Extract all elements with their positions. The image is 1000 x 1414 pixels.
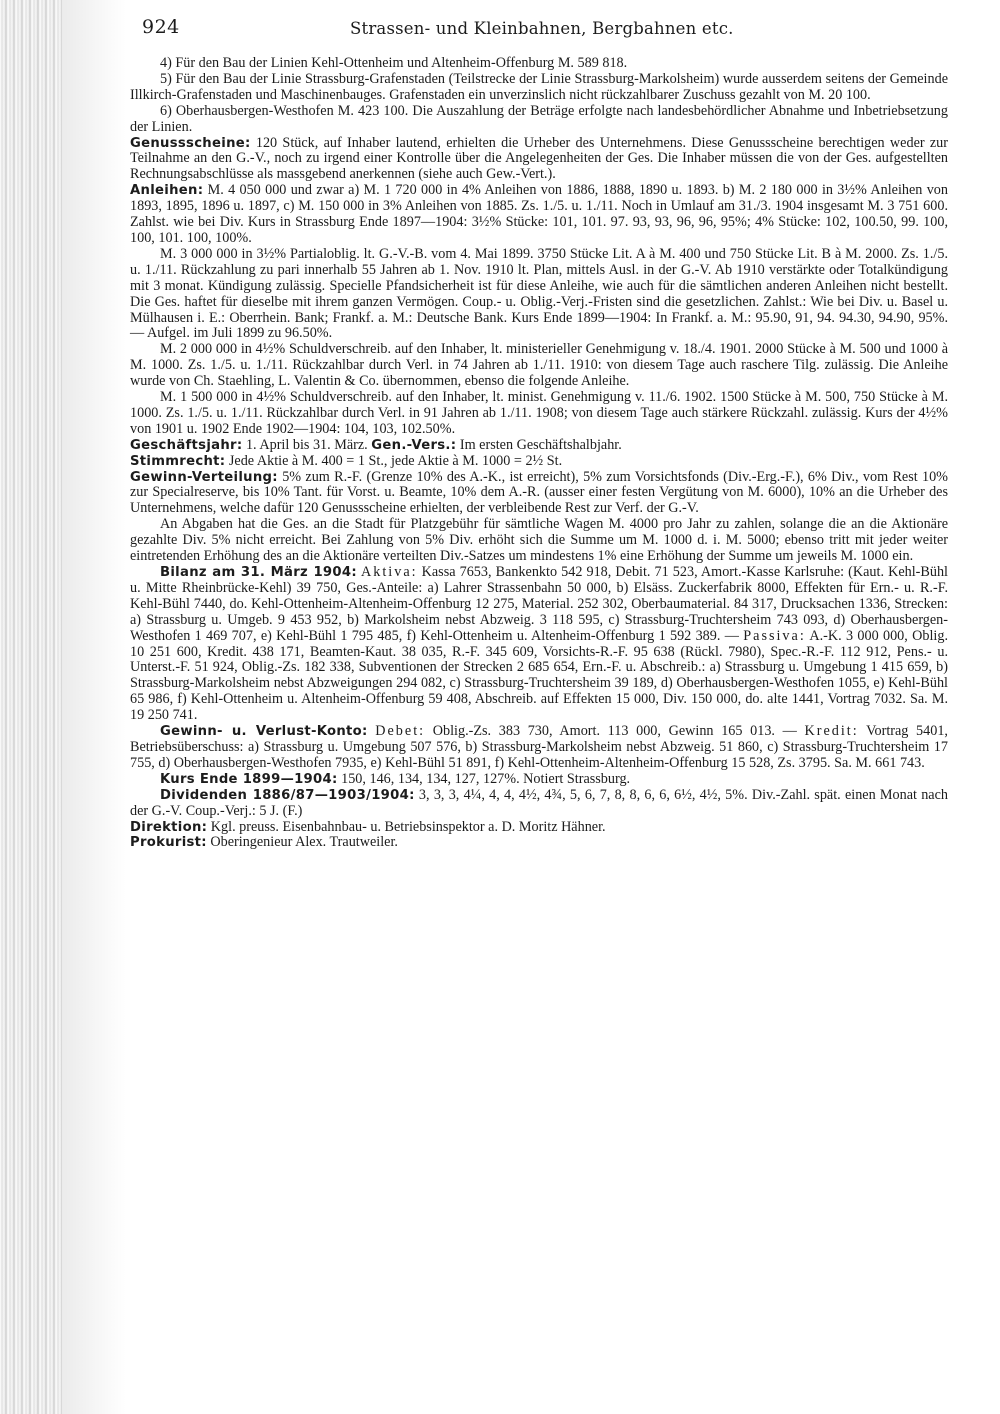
paragraph-text: M. 4 050 000 und zwar a) M. 1 720 000 in 4% Anleihen von 1886, 1888, 1890 u. 1893. b) M. 2 180 000 in 3½% Anleihen von 1893, 1895, 1896 u. 1897, c) M. 150 000 in 3% Anleihen von 1885. Zs. 1./5. u. 1./11. Noch in Umlauf am 31./3. 1904 insgesamt M. 3 751 600. Zahlst. wie bei Div. Kurs in Strassburg Ende 1897—1904: 3½% Stücke: 101, 101. 97. 93, 93, 96, 96, 95%; 4% Stücke: 102, 100.50, 99. 100, 100, 101. 100, 100%. — [130, 182, 948, 246]
paragraph-text: 3, 3, 3, 4¼, 4, 4, 4½, 4¾, 5, 6, 7, 8, 8, 6, 6, 6½, 4½, 5%. Div.-Zahl. spät. einen Monat nach der G.-V. Coup.-Verj.: 5 J. (F.) — [130, 786, 948, 819]
spaced-label: Debet: — [375, 723, 426, 740]
paragraph-text: 6) Oberhausbergen-Westhofen M. 423 100. Die Auszahlung der Beträge erfolgte nach landesbehördlicher Abnahme und Inbetriebsetzung der Linien. — [130, 102, 948, 135]
spaced-label: Kredit: — [804, 723, 859, 740]
paragraph-text: Jede Aktie à M. 400 = 1 St., jede Aktie à M. 1000 = 2½ St. — [225, 452, 563, 469]
paragraph-anleihen — [130, 183, 948, 247]
paragraph-geschaeft — [130, 438, 948, 454]
section-heading: Anleihen: — [130, 183, 204, 199]
spaced-label: Passiva: — [743, 627, 806, 644]
paragraph-text: Oblig.-Zs. 383 730, Amort. 113 000, Gewinn 165 013. — — [425, 723, 805, 740]
paragraph-schuld2 — [130, 390, 948, 438]
section-heading: Direktion: — [130, 819, 208, 835]
paragraph-abgaben — [130, 517, 948, 565]
paragraph-text: 120 Stück, auf Inhaber lautend, erhielten die Urheber des Unternehmens. Diese Genussscheine berechtigen weder zur Teilnahme an den G.-V., noch zu irgend einer Kontrolle über die Angelegenheiten der Ges. Die Inhaber müssen die von der Ges. aufgestellten Rechnungsabschlüsse als massgebend anerkennen (siehe auch Gew.-Vert.). — [130, 134, 948, 183]
section-heading: Kurs Ende 1899—1904: — [160, 771, 338, 787]
paragraph-gewinnvert — [130, 470, 948, 518]
book-binding-edge — [0, 0, 62, 1414]
page-header — [130, 16, 948, 56]
spaced-label: Aktiva: — [361, 564, 418, 580]
running-title: Strassen- und Kleinbahnen, Bergbahnen etc. — [350, 19, 734, 38]
paragraph-text: 4) Für den Bau der Linien Kehl-Ottenheim und Altenheim-Offenburg M. 589 818. — [160, 55, 628, 71]
paragraph-p6 — [130, 104, 948, 136]
paragraph-schuld1 — [130, 342, 948, 390]
document-body — [130, 56, 948, 851]
paragraph-text: Im ersten Geschäftshalbjahr. — [456, 436, 622, 453]
paragraph-genuss — [130, 136, 948, 184]
paragraph-stimm — [130, 454, 948, 470]
paragraph-bilanz — [130, 565, 948, 724]
paragraph-text: Oberingenieur Alex. Trautweiler. — [206, 834, 398, 851]
paragraph-text: Kgl. preuss. Eisenbahnbau- u. Betriebsinspektor a. D. Moritz Hähner. — [207, 818, 606, 835]
paragraph-text: M. 3 000 000 in 3½% Partialoblig. lt. G.-V.-B. vom 4. Mai 1899. 3750 Stücke Lit. A à M. 400 und 750 Stücke Lit. B à M. 2000. Zs. 1./5. u. 1./11. Rückzahlung zu pari innerhalb 55 Jahren ab 1. Nov. 1910 lt. Plan, mittels Ausl. in der G.-V. Ab 1910 verstärkte oder Totalkündigung mit 3 monat. Kündigung zulässig. Specielle Pfandsicherheit ist für diese Anleihe, wie auch für die sämtlichen anderen Anleihen nicht bestellt. Die Ges. haftet für dieselbe mit ihrem ganzen Vermögen. Coup.- u. Oblig.-Verj.-Fristen sind die gesetzlichen. Zahlst.: Wie bei Div. u. Basel u. Mülhausen i. E.: Oberrhein. Bank; Frankf. a. M.: Deutsche Bank. Kurs Ende 1899—1904: In Frankf. a. M.: 95.90, 91, 94. 94.30, 94.90, 95%. — Aufgel. im Juli 1899 zu 96.50%. — [130, 245, 948, 342]
section-heading: Geschäftsjahr: — [130, 437, 243, 453]
paragraph-p5 — [130, 72, 948, 104]
section-heading: Dividenden 1886/87—1903/1904: — [160, 787, 415, 803]
document-page — [130, 16, 948, 1396]
paragraph-text: 150, 146, 134, 134, 127, 127%. Notiert Strassburg. — [337, 770, 631, 787]
paragraph-guv — [130, 724, 948, 772]
page-number: 924 — [142, 16, 180, 38]
section-heading: Genussscheine: — [130, 135, 251, 151]
paragraph-text: Vortrag 5401, Betriebsüberschuss: a) Strassburg u. Umgebung 507 576, b) Strassburg-Markolsheim nebst Abzweig. 51 860, c) Strassburg-Truchtersheim 17 755, d) Oberhausbergen-Westhofen 7935, e) Kehl-Bühl 51 891, f) Kehl-Ottenheim-Altenheim-Offenburg 15 528, Zs. 3795. Sa. M. 661 743. — [130, 723, 948, 771]
paragraph-text: A.-K. 3 000 000, Oblig. 10 251 600, Kredit. 438 171, Beamten-Kaut. 38 035, R.-F. 345 609, Vorsichts-R.-F. 95 638 (Rückl. 7980), Spec.-R.-F. 112 912, Pens.- u. Unterst.-F. 51 924, Oblig.-Zs. 182 338, Subventionen der Strecken 2 685 654, Ern.-F. u. Abschreib.: a) Strassburg u. Umgebung 1 415 659, b) Strassburg-Markolsheim nebst Abzweigungen 294 082, c) Strassburg-Truchtersheim 39 189, d) Oberhausbergen-Westhofen 1055, e) Kehl-Bühl 65 986, f) Kehl-Ottenheim u. Altenheim-Offenburg 59 408, Abschreib. auf Effekten 15 000, Div. 150 000, do. alte 1441, Vortrag 7032. Sa. M. 19 250 741. — [130, 627, 949, 724]
paragraph-kurs — [130, 772, 948, 788]
paragraph-text: 5) Für den Bau der Linie Strassburg-Grafenstaden (Teilstrecke der Linie Strassburg-Markolsheim) wurde ausserdem seitens der Gemeinde Illkirch-Grafenstaden und Maschinenbauges. Grafenstaden ein unverzinslich nicht rückzahlbarer Zuschuss gezahlt von M. 20 100. — [130, 70, 948, 103]
paragraph-text: M. 2 000 000 in 4½% Schuldverschreib. auf den Inhaber, lt. ministerieller Genehmigung v. 18./4. 1901. 2000 Stücke à M. 500 und 1000 à M. 1000. Zs. 1./5. u. 1./11. Rückzahlbar durch Verl. in 74 Jahren ab 1./11. 1910: von diesem Tage auch raschere Tilg. zulässig. Die Anleihe wurde von Ch. Staehling, L. Valentin & Co. übernommen, ebenso die folgende Anleihe. — [130, 341, 948, 390]
paragraph-text: 5% zum R.-F. (Grenze 10% des A.-K., ist erreicht), 5% zum Vorsichtsfonds (Div.-Erg.-F.), 6% Div., vom Rest 10% zur Specialreserve, bis 10% Tant. für Vorst. u. Beamte, 10% dem A.-R. (ausser einer festen Vergütung von M. 6000), 10% an die Urheber des Unternehmens, welche dafür 120 Genussscheine erhielten, der verbleibende Rest zur Verf. der G.-V. — [130, 468, 948, 517]
paragraph-text: An Abgaben hat die Ges. an die Stadt für Platzgebühr für sämtliche Wagen M. 4000 pro Jahr zu zahlen, solange die an die Aktionäre gezahlte Div. 5% nicht erreicht. Bei Zahlung von 5% Div. erhöht sich die Summe um M. 1000 d. i. M. 5000; ebenso tritt mit jeder weiter eintretenden Erhöhung des an die Aktionäre verteilten Div.-Satzes um mindestens 1% eine Erhöhung der Summe um jeweils M. 1000 ein. — [130, 516, 948, 565]
paragraph-partial — [130, 247, 948, 342]
paragraph-p4 — [130, 56, 948, 72]
gutter-shadow — [62, 0, 126, 1414]
paragraph-prokurist — [130, 835, 948, 851]
paragraph-direktion — [130, 820, 948, 836]
section-heading: Gewinn- u. Verlust-Konto: — [160, 724, 368, 740]
section-heading: Stimmrecht: — [130, 453, 226, 469]
section-heading: Gen.-Vers.: — [371, 437, 457, 453]
section-heading: Gewinn-Verteilung: — [130, 469, 278, 485]
paragraph-text: M. 1 500 000 in 4½% Schuldverschreib. auf den Inhaber, lt. minist. Genehmigung v. 11./6. 1902. 1500 Stücke à M. 500, 750 Stücke à M. 1000. Zs. 1./5. u. 1./11. Rückzahlbar durch Verl. in 91 Jahren ab 1./11. 1908; von diesem Tage auch stärkere Rückzahl. zulässig. Kurs der 4½% von 1901 u. 1902 Ende 1902—1904: 104, 103, 102.50%. — [130, 389, 948, 437]
section-heading: Prokurist: — [130, 835, 207, 851]
paragraph-text: Kassa 7653, Bankenkto 542 918, Debit. 71 523, Amort.-Kasse Karlsruhe: (Kaut. Kehl-Bühl u. Mitte Rheinbrücke-Kehl) 39 750, Ges.-Anteile: a) Lahrer Strassenbahn 50 000, b) Elsäss. Zuckerfabrik 8000, Effekten für Ern.- u. R.-F. Kehl-Bühl 7440, do. Kehl-Ottenheim-Altenheim-Offenburg 12 275, Material. 252 302, Oberbaumaterial. 84 317, Drucksachen 1336, Strecken: a) Strassburg u. Umgeb. 9 453 952, b) Markolsheim nebst Abzweig. 3 118 595, c) Strassburg-Truchtersheim 743 093, d) Oberhausbergen-Westhofen 1 469 707, e) Kehl-Bühl 1 795 485, f) Kehl-Ottenheim u. Altenheim-Offenburg 1 592 389. — — [130, 564, 948, 644]
section-heading: Bilanz am 31. März 1904: — [160, 565, 357, 580]
paragraph-text: 1. April bis 31. März. — [242, 436, 372, 453]
paragraph-div — [130, 788, 948, 820]
